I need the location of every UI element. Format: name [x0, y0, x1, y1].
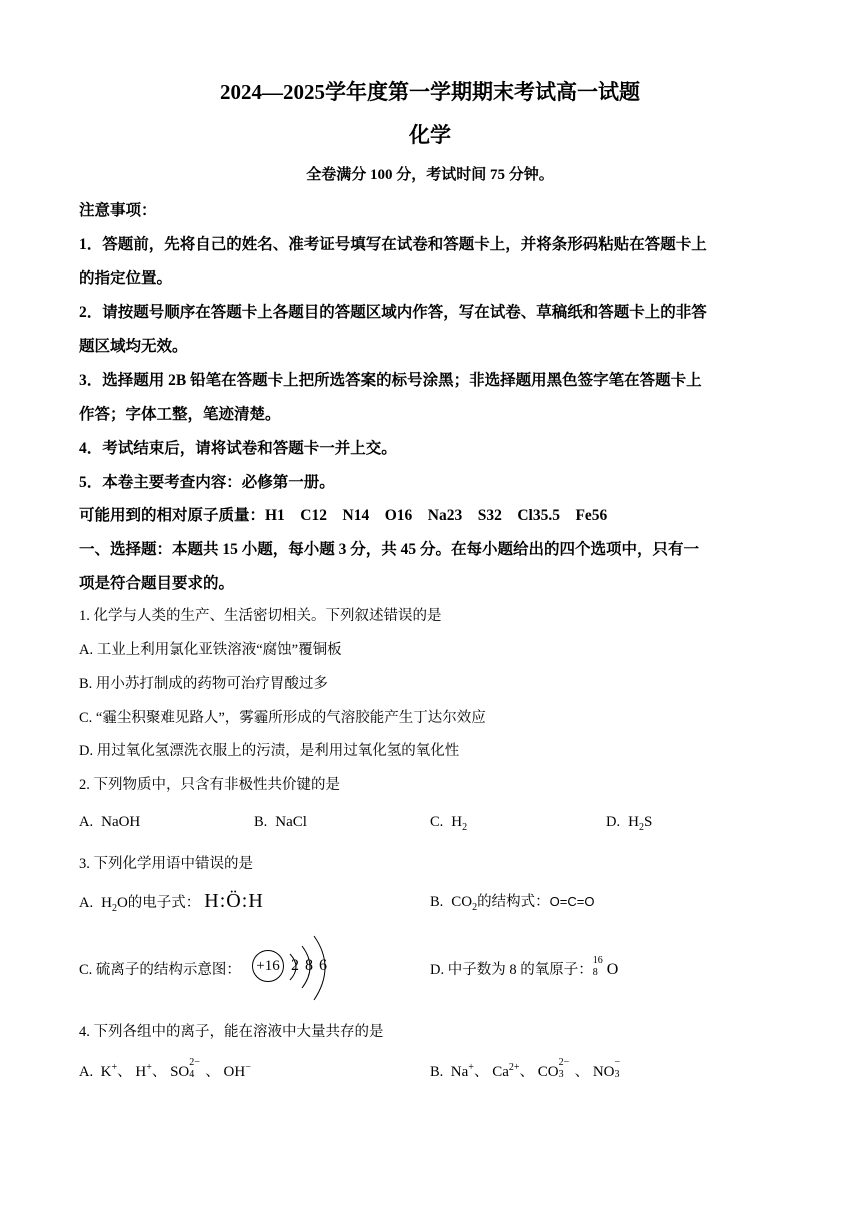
- q3-option-a: [79, 890, 264, 914]
- q4-option-b-label: B.: [430, 1064, 444, 1080]
- exam-meta: 全卷满分 100 分，考试时间 75 分钟。: [306, 167, 554, 183]
- note-3-line-2: 作答；字体工整，笔迹清楚。: [79, 406, 281, 423]
- ion-carbonate: CO 2− 3: [537, 1057, 570, 1080]
- q4-option-b: B. Na+、 $Ca^{2+}$、 CO 2− 3 、 NO − 3: [430, 1060, 625, 1082]
- q2-option-b-formula: NaCl: [275, 814, 307, 830]
- q3-option-a-formula: $H_2O$: [101, 895, 128, 914]
- q2-option-c: [430, 813, 467, 833]
- q2-option-a-formula: NaOH: [101, 814, 141, 830]
- q3-option-d-text: D. 中子数为 8 的氧原子：: [430, 962, 593, 978]
- nucleus-circle: +16: [252, 950, 284, 982]
- notes-heading: 注意事项：: [79, 202, 157, 219]
- q1-option-d: D. 用过氧化氢漂洗衣服上的污渍，是利用过氧化氢的氧化性: [79, 743, 460, 759]
- q3-option-b-formula: $CO_2$: [451, 894, 478, 913]
- q2-stem: 2. 下列物质中，只含有非极性共价键的是: [79, 777, 340, 793]
- sulfur-ion-structure-diagram: [250, 930, 340, 1004]
- oxygen-symbol: O: [606, 961, 619, 978]
- section-1-line-1: 一、选择题：本题共 15 小题，每小题 3 分，共 45 分。在每小题给出的四个选项中，只有一: [79, 541, 700, 558]
- q2-option-a-label: A.: [79, 814, 94, 830]
- ion-nitrate: NO − 3: [592, 1057, 621, 1080]
- q4-option-a: A. K+、 H+、 SO 2− 4 、 OH−: [79, 1057, 251, 1080]
- electron-shell-arcs: [250, 930, 340, 1004]
- note-2-line-2: 题区域均无效。: [79, 338, 188, 355]
- q3-option-b-text: 的结构式：: [477, 894, 550, 910]
- ion-na: Na+: [450, 1062, 474, 1080]
- ion-sulfate: SO 2− 4: [170, 1057, 200, 1080]
- co2-structural-formula: O=C=O: [549, 894, 595, 909]
- oxygen-isotope-scripts: 16 8: [592, 955, 603, 978]
- ion-ca: $Ca^{2+}$: [492, 1062, 520, 1080]
- q2-option-d: [606, 813, 652, 833]
- subject-title: 化学: [409, 123, 451, 147]
- note-2-line-1: 2．请按题号顺序在答题卡上各题目的答题区域内作答，写在试卷、草稿纸和答题卡上的非答: [79, 304, 707, 321]
- exam-title: 2024—2025学年度第一学期期末考试高一试题: [220, 80, 640, 104]
- atomic-mass-line: 可能用到的相对原子质量：H1 C12 N14 O16 Na23 S32 Cl35.5 Fe56: [79, 507, 608, 524]
- ion-h: H+: [135, 1062, 152, 1080]
- q4-stem: 4. 下列各组中的离子，能在溶液中大量共存的是: [79, 1024, 384, 1040]
- q2-option-c-label: C.: [430, 814, 444, 830]
- q1-stem: 1. 化学与人类的生产、生活密切相关。下列叙述错误的是: [79, 608, 442, 624]
- q2-option-b-label: B.: [254, 814, 268, 830]
- q1-option-a: A. 工业上利用氯化亚铁溶液“腐蚀”覆铜板: [79, 642, 342, 658]
- q3-option-c-text: C. 硫离子的结构示意图：: [79, 962, 241, 978]
- ion-k: K+: [100, 1062, 118, 1080]
- q2-option-a: [79, 813, 140, 831]
- electron-shells-text: 2 8 6: [291, 957, 328, 974]
- note-3-line-1: 3．选择题用 2B 铅笔在答题卡上把所选答案的标号涂黑；非选择题用黑色签字笔在答题卡上: [79, 372, 702, 389]
- note-1-line-2: 的指定位置。: [79, 270, 173, 287]
- q3-option-b-label: B.: [430, 894, 444, 910]
- q3-stem: 3. 下列化学用语中错误的是: [79, 856, 253, 872]
- q2-option-d-label: D.: [606, 814, 621, 830]
- q3-option-b: [430, 890, 594, 913]
- q1-option-b: B. 用小苏打制成的药物可治疗胃酸过多: [79, 676, 328, 692]
- note-4: 4．考试结束后，请将试卷和答题卡一并上交。: [79, 440, 397, 457]
- q3-option-c: [79, 958, 241, 979]
- q3-option-a-label: A.: [79, 895, 94, 911]
- note-5: 5．本卷主要考查内容：必修第一册。: [79, 474, 335, 491]
- ion-hydroxide: OH−: [223, 1062, 251, 1080]
- q2-option-c-formula: $H_2$: [451, 814, 468, 833]
- section-1-line-2: 项是符合题目要求的。: [79, 575, 235, 592]
- q3-option-d: [430, 955, 619, 980]
- q2-option-b: [254, 813, 307, 831]
- q2-option-d-formula: $H_2S$: [628, 814, 653, 833]
- note-1-line-1: 1．答题前，先将自己的姓名、准考证号填写在试卷和答题卡上，并将条形码粘贴在答题卡上: [79, 236, 707, 253]
- water-electron-formula: H:Ö:H: [204, 890, 264, 912]
- q1-option-c: C. “霾尘积聚难见路人”，雾霾所形成的气溶胶能产生丁达尔效应: [79, 710, 486, 726]
- q4-option-a-label: A.: [79, 1064, 94, 1080]
- q3-option-a-text: 的电子式：: [127, 895, 201, 911]
